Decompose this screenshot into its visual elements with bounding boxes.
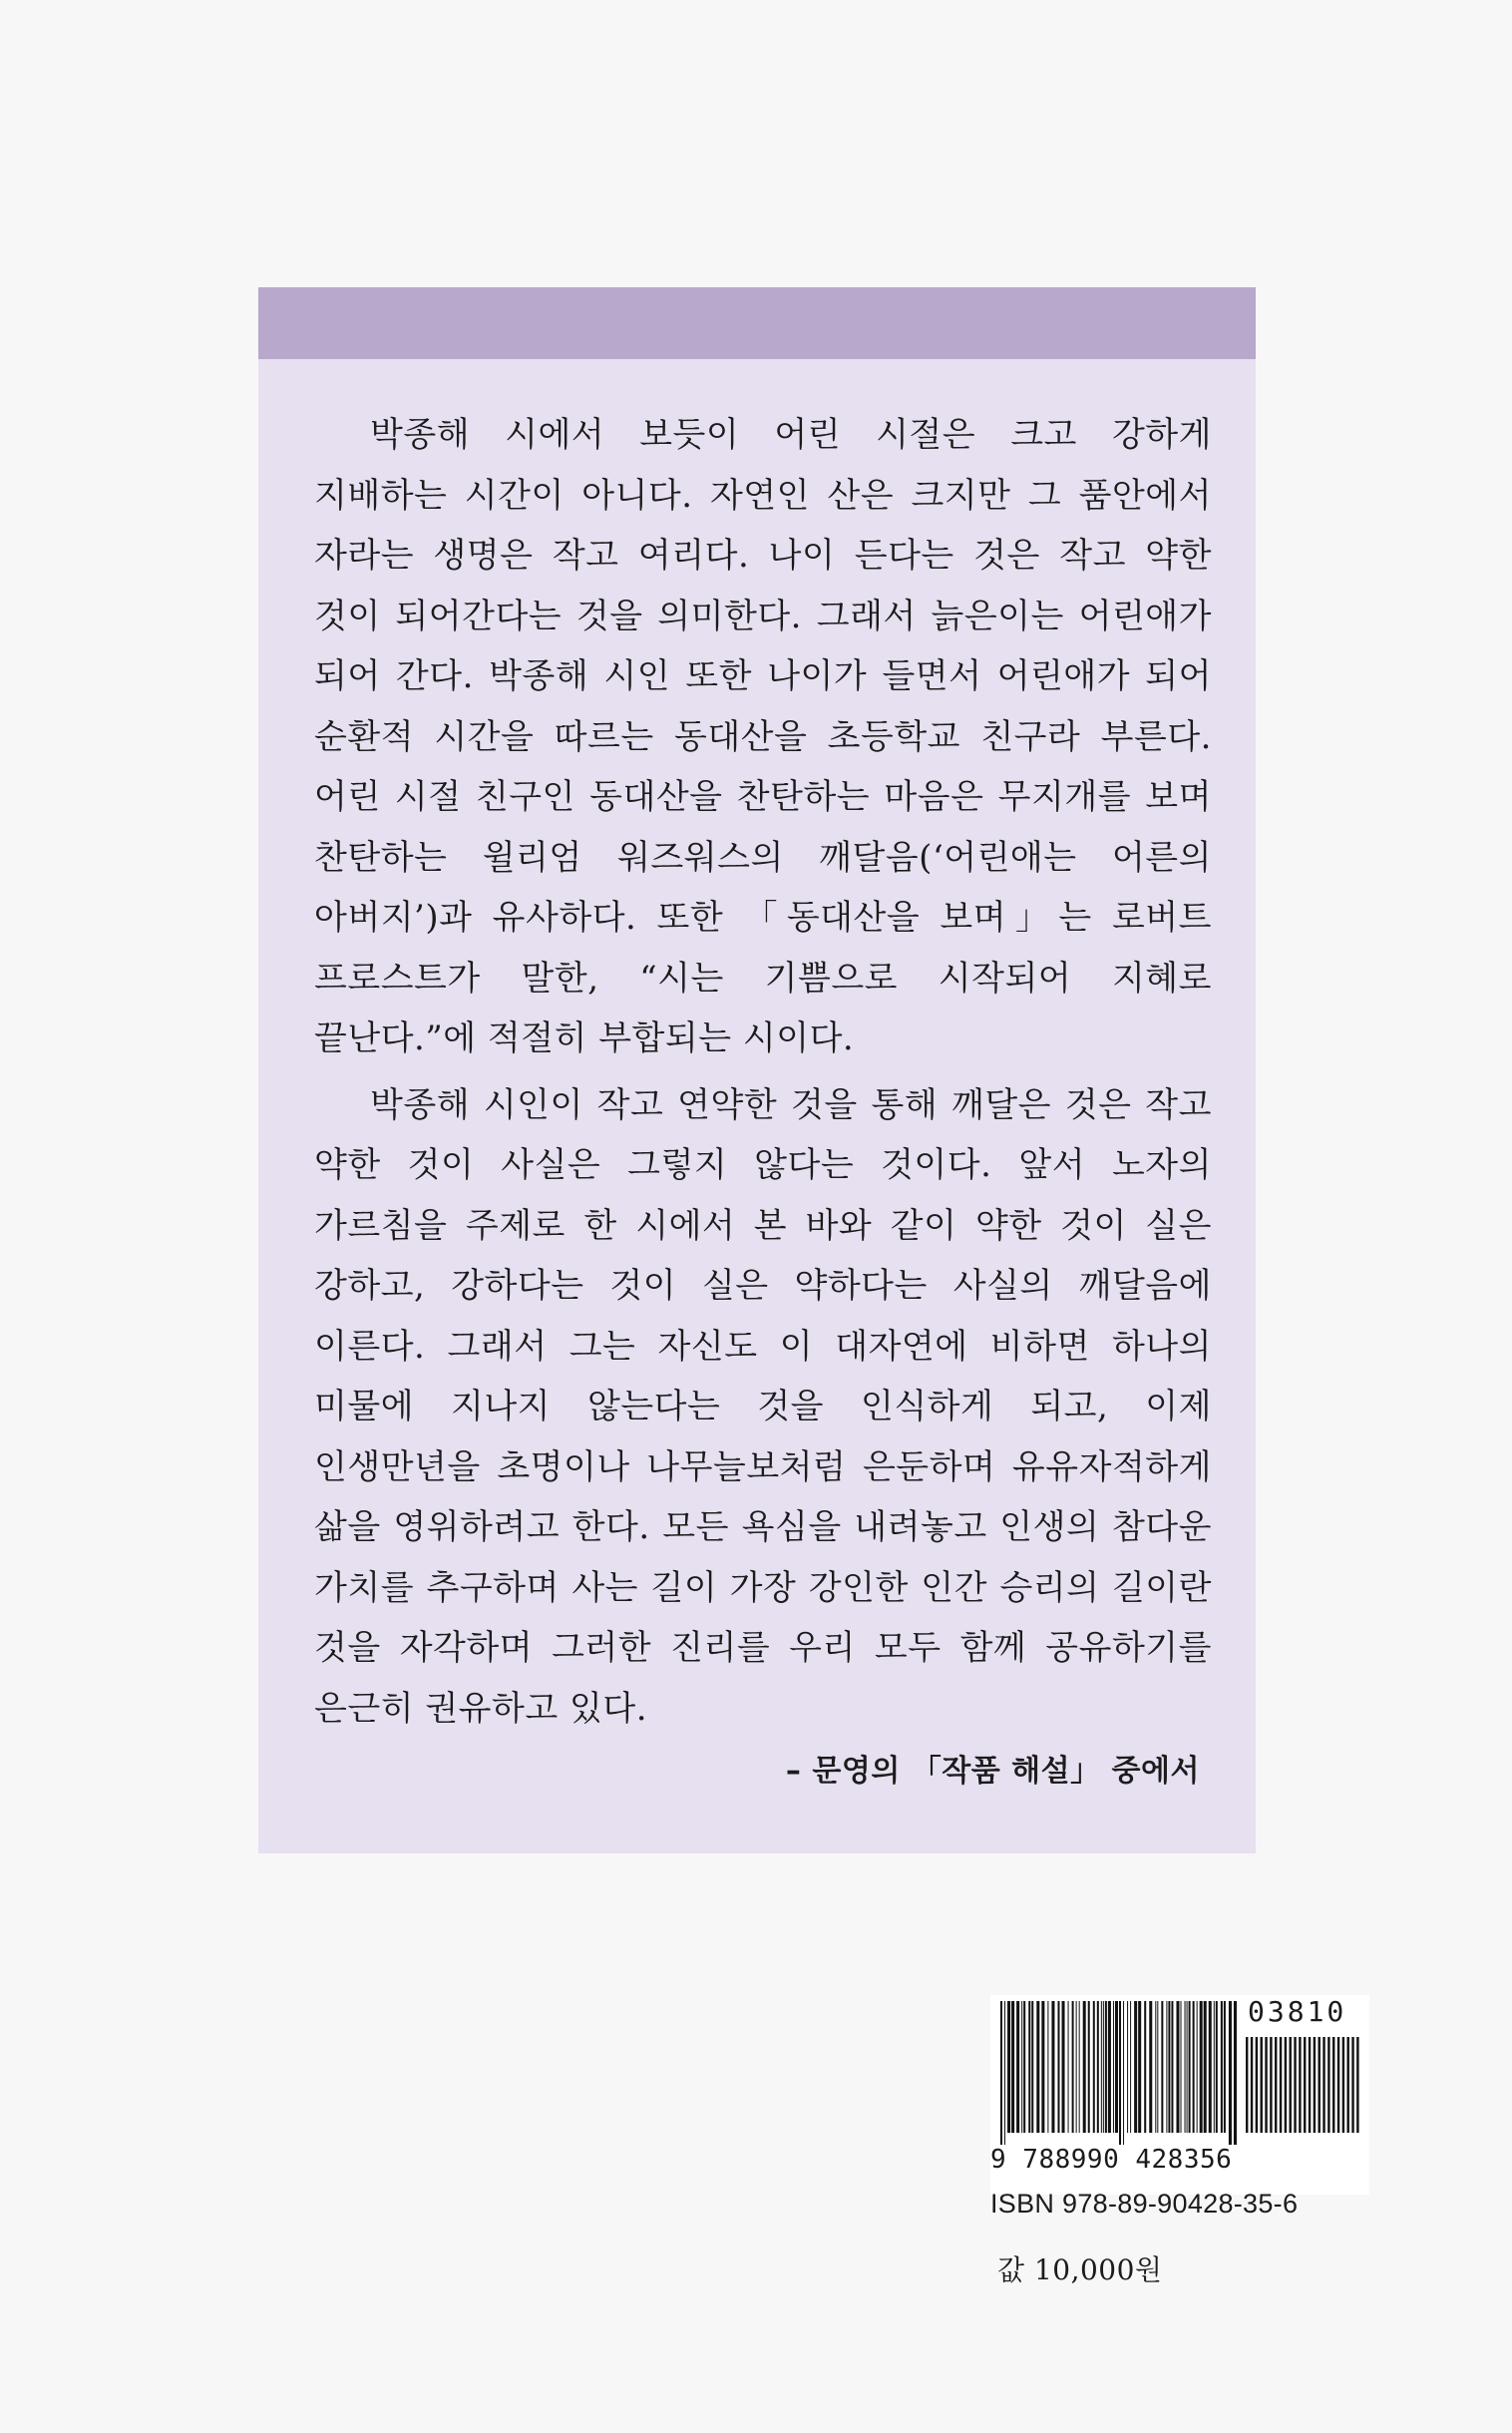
barcode-bar [1036, 2001, 1039, 2133]
barcode-bar [1309, 2037, 1311, 2133]
isbn-number: ISBN 978-89-90428-35-6 [990, 2189, 1299, 2219]
barcode-bar [1265, 2037, 1267, 2133]
barcode-ean-digits: 9 788990 428356 [990, 2145, 1233, 2175]
barcode-bar [1101, 2001, 1102, 2133]
barcode-bar [1144, 2001, 1146, 2133]
barcode-bar [1270, 2037, 1272, 2133]
barcode-bar [1221, 2001, 1223, 2133]
barcode-bar [1304, 2037, 1306, 2133]
barcode-bar [1204, 2001, 1207, 2133]
barcode-bar [1123, 2001, 1124, 2145]
review-paragraph-1: 박종해 시에서 보듯이 어린 시절은 크고 강하게 지배하는 시간이 아니다. 자연인 산은 크지만 그 품안에서 자라는 생명은 작고 여리다. 나이 든다는 것은 작고 약한 것이 되어간다는 것을 의미한다. 그래서 늙은이는 어린애가 되어 간다. 박종해 시인 또한 나이가 들면서 어린애가 되어 순환적 시간을 따르는 동대산을 초등학교 친구라 부른다. 어린 시절 친구인 동대산을 찬탄하는 마음은 무지개를 보며 찬탄하는 윌리엄 워즈워스의 깨달음(‘어린애는 어른의 아버지’)과 유사하다. 또한 「동대산을 보며」는 로버트 프로스트가 말한, “시는 기쁨으로 시작되어 지혜로 끝난다.”에 적절히 부합되는 시이다. [314, 415, 1212, 1058]
barcode-add-on-digits: 03810 [1248, 1995, 1347, 2028]
barcode-bar [1294, 2037, 1296, 2133]
barcode-bar [1068, 2001, 1069, 2133]
barcode-bar [1216, 2001, 1218, 2133]
barcode-bar [1275, 2037, 1277, 2133]
barcode-bar [1280, 2037, 1282, 2133]
barcode-bar [1031, 2001, 1033, 2133]
barcode-bar [1134, 2001, 1137, 2133]
barcode-bar [1290, 2037, 1292, 2133]
barcode-bar [1323, 2037, 1324, 2133]
barcode-bar [1138, 2001, 1141, 2133]
barcode-bar [1314, 2037, 1316, 2133]
barcode-bar [1234, 2001, 1237, 2145]
review-panel [258, 287, 1256, 1853]
barcode-bar [1337, 2037, 1339, 2133]
review-text-block [314, 405, 1212, 1739]
barcode-bar [1161, 2001, 1163, 2133]
barcode-bar [1072, 2001, 1074, 2133]
barcode-bar [1193, 2001, 1195, 2133]
barcode-bar [1200, 2001, 1203, 2133]
barcode-bar [1166, 2001, 1167, 2133]
review-header-band [258, 287, 1256, 359]
barcode-bar [1007, 2001, 1010, 2133]
barcode-bar [1051, 2001, 1054, 2133]
barcode-bar [1189, 2001, 1191, 2133]
barcode-bar [1342, 2037, 1344, 2133]
barcode-bar [1168, 2001, 1170, 2133]
barcode-bar [1251, 2037, 1253, 2133]
barcode-bar [1157, 2001, 1158, 2133]
barcode-bar [1214, 2001, 1215, 2133]
barcode-bar [1103, 2001, 1104, 2133]
isbn-barcode [990, 1995, 1369, 2195]
barcode-bar [1149, 2001, 1152, 2133]
barcode-bar [1115, 2001, 1118, 2133]
barcode-bar [1224, 2001, 1226, 2133]
review-paragraph-2: 박종해 시인이 작고 연약한 것을 통해 깨달은 것은 작고 약한 것이 사실은 그렇지 않다는 것이다. 앞서 노자의 가르침을 주제로 한 시에서 본 바와 같이 약한 것이 실은 강하고, 강하다는 것이 실은 약하다는 사실의 깨달음에 이른다. 그래서 그는 자신도 이 대자연에 비하면 하나의 미물에 지나지 않는다는 것을 인식하게 되고, 이제 인생만년을 초명이나 나무늘보처럼 은둔하며 유유자적하게 삶을 영위하려고 한다. 모든 욕심을 내려놓고 인생의 참다운 가치를 추구하며 사는 길이 가장 강인한 인간 승리의 길이란 것을 자각하며 그러한 진리를 우리 모두 함께 공유하기를 은근히 권유하고 있다. [314, 1084, 1212, 1729]
barcode-bar [1097, 2001, 1099, 2133]
barcode-bar [1261, 2037, 1263, 2133]
barcode-bar [1185, 2001, 1186, 2133]
barcode-bar [1079, 2001, 1080, 2133]
barcode-bar [1229, 2001, 1232, 2145]
barcode-bar [1105, 2001, 1107, 2133]
barcode-bar [1256, 2037, 1258, 2133]
barcode-bar [1246, 2037, 1248, 2133]
barcode-bar [1285, 2037, 1287, 2133]
barcode-bar [1041, 2001, 1044, 2133]
barcode-bar [1171, 2001, 1173, 2133]
barcode-bar [1356, 2037, 1358, 2133]
barcode-bar [1023, 2001, 1025, 2133]
barcode-bar [1057, 2001, 1059, 2133]
barcode-bar [1197, 2001, 1198, 2133]
add-on-barcode-bars [1246, 2037, 1361, 2145]
barcode-bar [1187, 2001, 1188, 2133]
barcode-bar [1127, 2001, 1128, 2133]
barcode-bar [1088, 2001, 1090, 2133]
barcode-bar [1347, 2037, 1349, 2133]
barcode-bar [1155, 2001, 1156, 2133]
barcode-bar [1004, 2001, 1005, 2145]
barcode-bar [1083, 2001, 1086, 2133]
barcode-bar [1327, 2037, 1329, 2133]
barcode-bar [1011, 2001, 1014, 2133]
barcode-bar [1021, 2001, 1022, 2133]
barcode-bar [1332, 2037, 1334, 2133]
barcode-bar [1062, 2001, 1065, 2133]
barcode-bar [1016, 2001, 1019, 2133]
barcode-bar [1093, 2001, 1095, 2133]
barcode-bar [1181, 2001, 1182, 2133]
barcode-bar [1108, 2001, 1111, 2133]
book-price: 값 10,000원 [997, 2253, 1163, 2286]
barcode-bar [1209, 2001, 1212, 2133]
barcode-bar [1076, 2001, 1077, 2133]
barcode-bar [1319, 2037, 1321, 2133]
barcode-bar [1028, 2001, 1030, 2133]
barcode-bar [1299, 2037, 1301, 2133]
ean-barcode-bars [1000, 2001, 1240, 2145]
barcode-bar [1130, 2001, 1131, 2133]
barcode-bar [1000, 2001, 1002, 2145]
review-attribution: – 문영의 「작품 해설」 중에서 [785, 1754, 1200, 1789]
barcode-bar [1113, 2001, 1114, 2133]
barcode-bar [1351, 2037, 1353, 2133]
barcode-bar [1047, 2001, 1048, 2133]
barcode-bar [1176, 2001, 1179, 2133]
barcode-bar [1119, 2001, 1121, 2145]
